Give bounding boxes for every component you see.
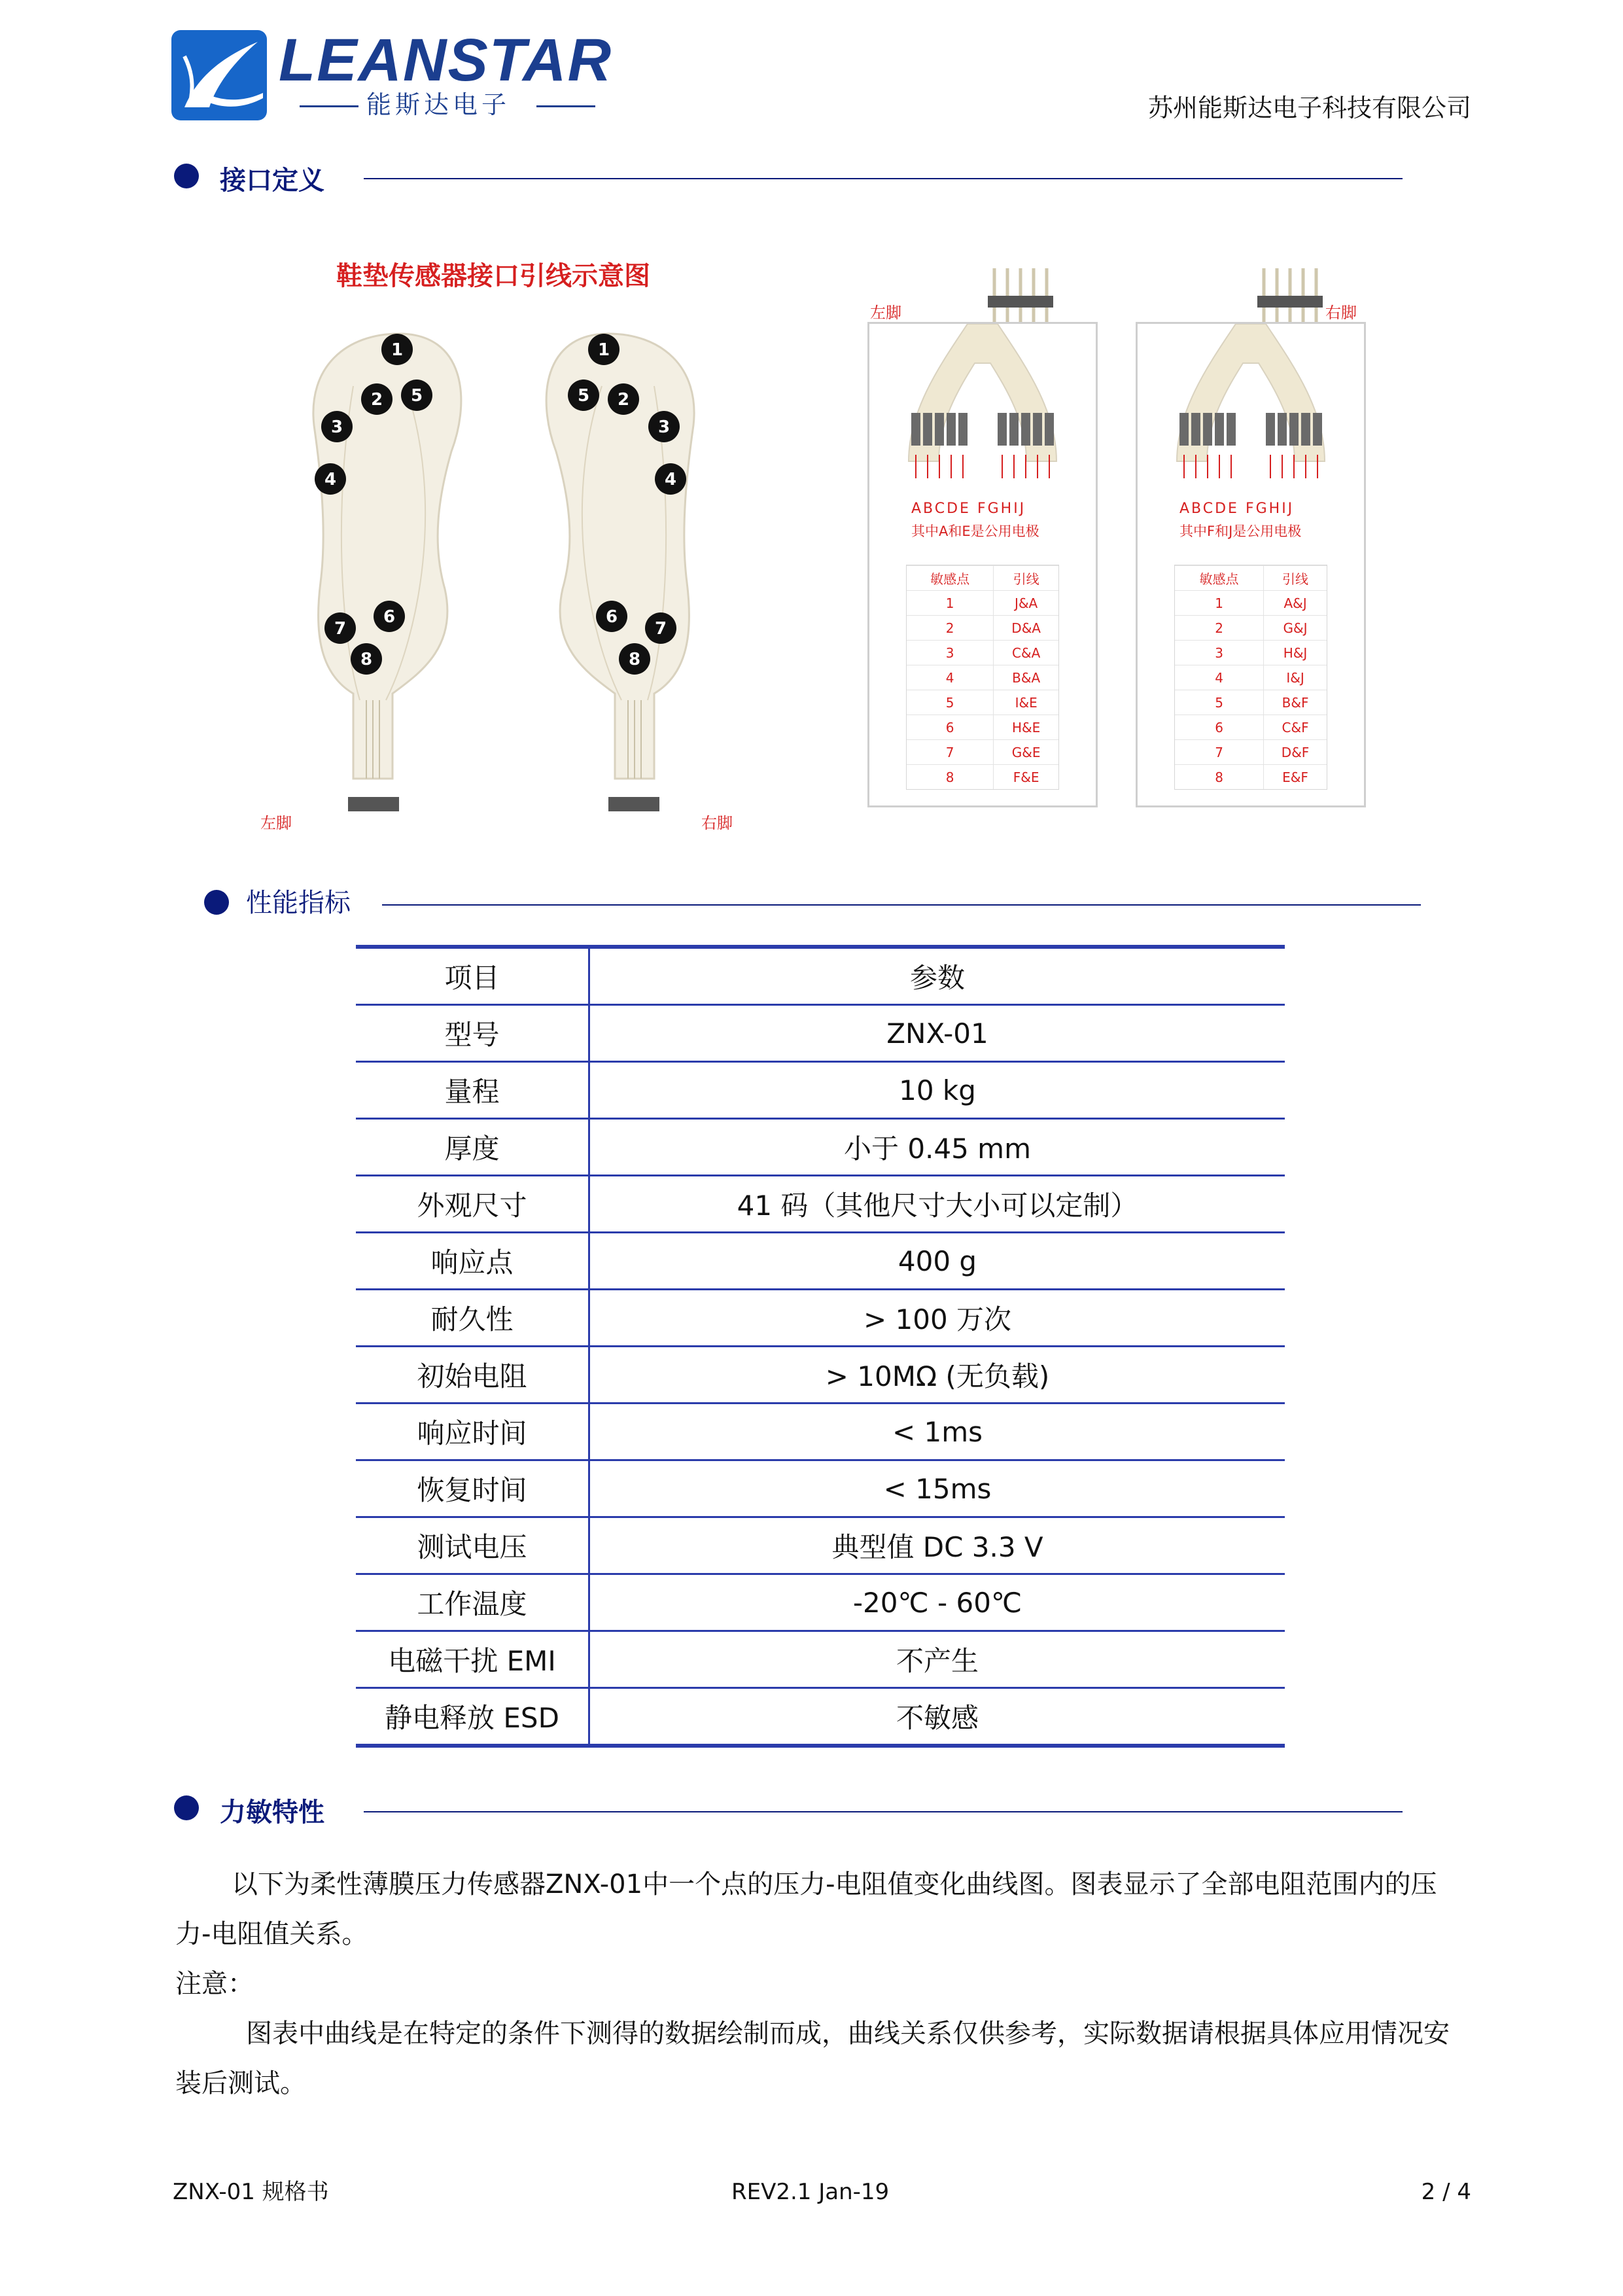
section-bullet	[174, 1795, 199, 1820]
left-connector	[942, 255, 1099, 327]
left-foot-label: 左脚	[260, 814, 292, 832]
section-title-force-sensitivity: 力敏特性	[220, 1797, 324, 1828]
right-connector	[1212, 255, 1369, 327]
spec-table	[356, 945, 1285, 1748]
point-label: 6	[383, 607, 396, 627]
company-name: 苏州能斯达电子科技有限公司	[1147, 94, 1471, 122]
section-divider	[364, 178, 1403, 179]
left-mapping-table: 敏感点 引线 1 J&A 2 D&A 3 C&A 4 B&A 5 I&E 6 H&E 7 G&E 8 F&E	[906, 565, 1059, 790]
logo-wordmark: LEANSTAR	[279, 27, 613, 94]
section-title-interface: 接口定义	[220, 166, 324, 196]
table-header-row	[356, 947, 1285, 1005]
insole-diagram	[249, 308, 837, 844]
col-header: 敏感点	[1175, 566, 1264, 591]
right-flex-cable	[1138, 324, 1364, 481]
point-label: 1	[597, 340, 610, 360]
table-row: 耐久性 > 100 万次	[356, 1290, 1285, 1347]
point-label: 8	[628, 650, 641, 669]
left-panel-label: 左脚	[870, 304, 901, 322]
note-label: 注意：	[175, 1969, 254, 1999]
point-label: 5	[577, 386, 590, 406]
table-row: 响应点 400 g	[356, 1233, 1285, 1290]
logo-subtitle: 能斯达电子	[366, 90, 511, 119]
point-label: 2	[617, 390, 630, 410]
logo-sub-line-left	[300, 105, 358, 107]
table-row: 工作温度 -20℃ - 60℃	[356, 1574, 1285, 1631]
col-header: 引线	[994, 566, 1058, 591]
table-row: 型号 ZNX-01	[356, 1005, 1285, 1062]
left-common-electrode-note: 其中A和E是公用电极	[911, 523, 1039, 539]
point-label: 3	[330, 417, 343, 437]
table-row: 测试电压 典型值 DC 3.3 V	[356, 1517, 1285, 1574]
table-row: 静电释放 ESD 不敏感	[356, 1688, 1285, 1746]
point-label: 6	[605, 607, 618, 627]
table-header-cell: 参数	[589, 947, 1285, 1005]
left-lead-letters: ABCDE FGHIJ	[911, 501, 1026, 517]
col-header: 引线	[1264, 566, 1327, 591]
footer-revision: REV2.1 Jan-19	[731, 2179, 890, 2205]
section-divider	[382, 904, 1421, 906]
table-row: 恢复时间 < 15ms	[356, 1460, 1285, 1517]
right-foot-label: 右脚	[701, 814, 733, 832]
col-header: 敏感点	[907, 566, 994, 591]
point-label: 8	[360, 650, 373, 669]
section-title-performance: 性能指标	[246, 888, 351, 918]
footer-page-number: 2 / 4	[1421, 2179, 1471, 2205]
leanstar-logo-mark	[171, 30, 267, 120]
point-label: 4	[664, 470, 677, 489]
section-bullet	[174, 164, 199, 188]
logo-sub-line-right	[536, 105, 595, 107]
right-lead-letters: ABCDE FGHIJ	[1179, 501, 1295, 517]
table-header-cell: 项目	[356, 947, 589, 1005]
table-row: 电磁干扰 EMI 不产生	[356, 1631, 1285, 1688]
intro-paragraph: 以下为柔性薄膜压力传感器ZNX-01中一个点的压力-电阻值变化曲线图。图表显示了全部电阻范围内的压力-电阻值关系。	[175, 1869, 1437, 1949]
right-panel-label: 右脚	[1325, 304, 1357, 322]
note-paragraph: 图表中曲线是在特定的条件下测得的数据绘制而成，曲线关系仅供参考，实际数据请根据具体应用情况安装后测试。	[175, 2019, 1450, 2098]
right-common-electrode-note: 其中F和J是公用电极	[1179, 523, 1302, 539]
footer-doc-name: ZNX-01 规格书	[173, 2179, 329, 2205]
table-row: 响应时间 < 1ms	[356, 1404, 1285, 1460]
point-label: 5	[410, 386, 423, 406]
table-row: 外观尺寸 41 码（其他尺寸大小可以定制）	[356, 1176, 1285, 1233]
point-label: 7	[334, 619, 347, 639]
left-lead-panel	[867, 322, 1098, 807]
table-row: 厚度 小于 0.45 mm	[356, 1119, 1285, 1176]
point-label: 2	[370, 390, 383, 410]
right-mapping-table: 敏感点 引线 1 A&J 2 G&J 3 H&J 4 I&J 5 B&F 6 C&F 7 D&F 8 E&F	[1174, 565, 1327, 790]
table-row: 初始电阻 > 10MΩ (无负载)	[356, 1347, 1285, 1404]
section-bullet	[204, 890, 229, 915]
left-flex-cable	[869, 324, 1096, 481]
point-label: 4	[324, 470, 337, 489]
point-label: 1	[391, 340, 404, 360]
point-label: 3	[657, 417, 671, 437]
right-lead-panel	[1136, 322, 1366, 807]
section-divider	[364, 1811, 1403, 1812]
table-row: 量程 10 kg	[356, 1062, 1285, 1119]
point-label: 7	[654, 619, 667, 639]
diagram-title: 鞋垫传感器接口引线示意图	[336, 261, 650, 291]
